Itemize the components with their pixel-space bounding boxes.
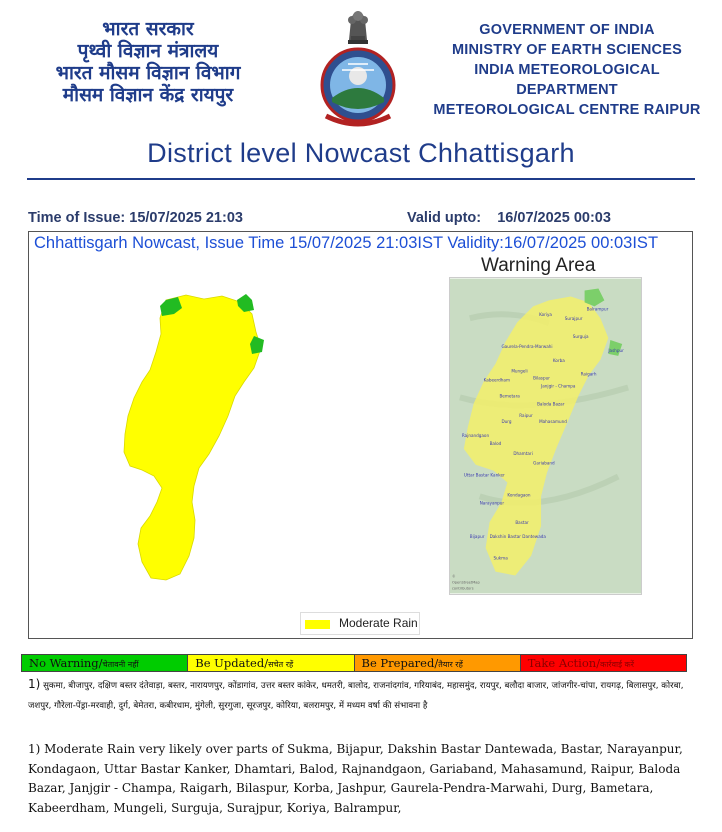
svg-text:Dakshin Bastar Dantewada: Dakshin Bastar Dantewada <box>489 533 546 539</box>
valid-upto <box>407 210 611 226</box>
english-header-line: MINISTRY OF EARTH SCIENCES <box>452 42 682 58</box>
warning-number: 1) <box>28 677 41 691</box>
page-title: District level Nowcast Chhattisgarh <box>147 138 575 168</box>
svg-text:Gaurela-Pendra-Marwahi: Gaurela-Pendra-Marwahi <box>501 343 553 349</box>
category-hindi: तैयार रहें <box>438 660 463 669</box>
hindi-header-line: मौसम विज्ञान केंद्र रायपुर <box>62 84 234 106</box>
svg-text:Kabeerdham: Kabeerdham <box>483 377 511 383</box>
category-no-warning <box>22 655 188 671</box>
english-header-line: INDIA METEOROLOGICAL DEPARTMENT <box>474 62 660 98</box>
svg-text:Gariaband: Gariaband <box>533 460 555 466</box>
svg-text:Mungeli: Mungeli <box>511 368 528 374</box>
hindi-header <box>28 18 268 106</box>
svg-text:Jashpur: Jashpur <box>608 347 624 353</box>
hindi-warning-body: सुकमा, बीजापुर, दक्षिण बस्तर दंतेवाड़ा, बस्तर, नारायणपुर, कोंडागांव, उत्तर बस्तर कांकेर, धमतरी, बालोद, राजनांदगांव, गरियाबंद, महासमुंद, रायपुर, बलौदा बाजार, जांजगीर-चांपा, रायगढ़, बिलासपुर, कोरबा, जशपुर, गौरेला-पेंड्रा-मरवाही, दुर्ग, बेमेतरा, कबीरधाम, मुंगेली, सुरगुजा, सूरजपुर, कोरिया, बलरामपुर, में मध्यम वर्षा की संभावना है <box>28 681 684 711</box>
nowcast-map-panel <box>28 231 693 639</box>
hindi-warning-text <box>28 674 698 716</box>
time-of-issue-label: Time of Issue: <box>28 210 126 226</box>
svg-text:Kondagaon: Kondagaon <box>507 492 531 498</box>
svg-text:Uttar Bastar Kanker: Uttar Bastar Kanker <box>463 472 505 478</box>
svg-text:Bijapur: Bijapur <box>469 533 485 539</box>
svg-text:Balod: Balod <box>489 440 502 446</box>
svg-text:©: © <box>451 574 456 579</box>
svg-text:Bastar: Bastar <box>515 520 529 526</box>
title-divider <box>27 178 695 180</box>
hindi-header-line: पृथ्वी विज्ञान मंत्रालय <box>77 40 219 62</box>
warning-area-title: Warning Area <box>481 255 596 276</box>
svg-text:Baloda Bazar: Baloda Bazar <box>537 401 565 407</box>
svg-text:Janjgir - Champa: Janjgir - Champa <box>541 383 576 389</box>
english-warning-text: 1) Moderate Rain very likely over parts of Sukma, Bijapur, Dakshin Bastar Dantewada, Bastar, Narayanpur, Kondagaon, Uttar Bastar Kanker, Dhamtari, Balod, Rajnandgaon, Gariaband, Mahasamund, Raipur, Baloda Bazar, Janjgir - Champa, Raigarh, Bilaspur, Korba, Jashpur, Gaurela-Pendra-Marwahi, Durg, Bametara, Kabeerdham, Mungeli, Surguja, Surajpur, Koriya, Balrampur, <box>28 742 683 815</box>
svg-text:Bilaspur: Bilaspur <box>533 375 550 381</box>
svg-text:Durg: Durg <box>501 419 512 425</box>
svg-text:Mahasamund: Mahasamund <box>539 419 567 425</box>
category-be-prepared <box>355 655 521 671</box>
svg-text:Bemetara: Bemetara <box>499 393 520 399</box>
moderate-rain-swatch <box>305 620 330 629</box>
category-label: Take Action/ <box>527 656 601 670</box>
svg-text:OpenStreetMap: OpenStreetMap <box>451 580 480 585</box>
map-legend <box>300 612 420 635</box>
moderate-rain-region <box>124 295 261 580</box>
hindi-header-line: भारत मौसम विज्ञान विभाग <box>55 62 241 84</box>
svg-text:Dhamtari: Dhamtari <box>513 450 533 456</box>
svg-text:Rajnandgaon: Rajnandgaon <box>461 432 490 438</box>
category-hindi: चेतावनी नहीं <box>102 660 139 669</box>
svg-text:Koriya: Koriya <box>539 312 552 318</box>
category-hindi: कार्रवाई करें <box>600 660 634 669</box>
svg-text:Surajpur: Surajpur <box>564 316 583 322</box>
category-be-updated <box>188 655 354 671</box>
english-header-line: GOVERNMENT OF INDIA <box>479 22 655 38</box>
category-label: No Warning/ <box>29 656 103 670</box>
category-hindi: सचेत रहें <box>268 660 294 669</box>
map-heading: Chhattisgarh Nowcast, Issue Time 15/07/2025 21:03IST Validity:16/07/2025 00:03IST <box>34 234 659 252</box>
warning-category-bar <box>21 654 687 672</box>
valid-upto-label: Valid upto: <box>407 210 482 226</box>
hindi-header-line: भारत सरकार <box>102 18 194 40</box>
valid-upto-value: 16/07/2025 00:03 <box>497 210 611 226</box>
svg-text:Sukma: Sukma <box>493 555 508 561</box>
svg-text:Raipur: Raipur <box>519 413 533 419</box>
english-header <box>422 20 712 120</box>
legend-label: Moderate Rain <box>339 616 418 630</box>
svg-text:Balrampur: Balrampur <box>586 306 609 312</box>
english-header-line: METEOROLOGICAL CENTRE RAIPUR <box>433 102 701 118</box>
svg-text:Raigarh: Raigarh <box>580 371 597 377</box>
time-of-issue-value: 15/07/2025 21:03 <box>129 210 243 226</box>
svg-text:Surguja: Surguja <box>572 334 589 340</box>
time-of-issue <box>28 210 243 226</box>
category-take-action <box>521 655 686 671</box>
svg-text:Narayanpur: Narayanpur <box>479 500 505 506</box>
svg-text:contributors: contributors <box>451 586 474 591</box>
warning-area-thumbnail <box>449 277 642 595</box>
svg-text:Korba: Korba <box>552 357 565 363</box>
chhattisgarh-warning-map <box>104 290 294 582</box>
category-label: Be Updated/ <box>195 656 269 670</box>
imd-emblem-icon <box>318 6 398 134</box>
category-label: Be Prepared/ <box>361 656 439 670</box>
